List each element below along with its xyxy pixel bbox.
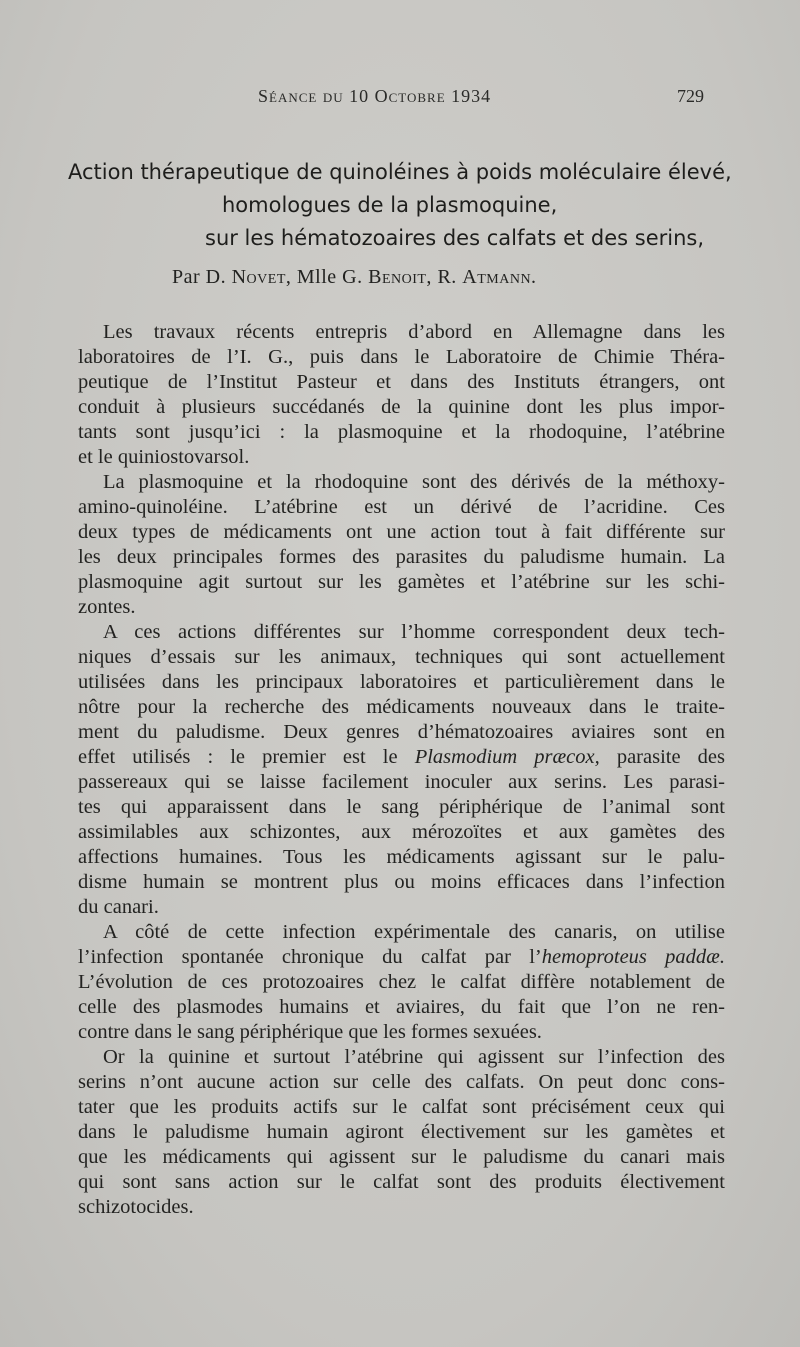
text-line: Or la quinine et surtout l’atébrine qui agissent sur l’infection des [103, 1046, 725, 1068]
text-line: zontes. [78, 596, 136, 618]
text-line: amino-quinoléine. L’atébrine est un dérivé de l’acridine. Ces [78, 496, 725, 518]
text-line: passereaux qui se laisse facilement inoculer aux serins. Les parasi- [78, 771, 725, 793]
text-line: celle des plasmodes humains et aviaires, du fait que l’on ne ren- [78, 996, 725, 1018]
text-line: les deux principales formes des parasites du paludisme humain. La [78, 546, 725, 568]
text-line: disme humain se montrent plus ou moins efficaces dans l’infection [78, 871, 725, 893]
text-line: tater que les produits actifs sur le calfat sont précisément ceux qui [78, 1096, 725, 1118]
authors-prefix: Par D. [172, 266, 227, 288]
text-line: plasmoquine agit surtout sur les gamètes et l’atébrine sur les schi- [78, 571, 725, 593]
title-line-1: Action thérapeutique de quinoléines à poids moléculaire élevé, [68, 160, 732, 184]
text-line: tants sont jusqu’ici : la plasmoquine et la rhodoquine, l’atébrine [78, 421, 725, 443]
species-name-italic: hemoproteus paddæ. [541, 946, 725, 968]
text-line: ment du paludisme. Deux genres d’hématozoaires aviaires sont en [78, 721, 725, 743]
text-line: assimilables aux schizontes, aux mérozoïtes et aux gamètes des [78, 821, 725, 843]
paragraph-5 [78, 1045, 725, 1220]
paragraph-1 [78, 320, 725, 470]
text-line: niques d’essais sur les animaux, techniques qui sont actuellement [78, 646, 725, 668]
text-line-mixed [78, 745, 725, 770]
text-line: nôtre pour la recherche des médicaments nouveaux dans le traite- [78, 696, 725, 718]
author-benoit: Benoit, [368, 266, 432, 288]
text-run: parasite des [599, 746, 725, 768]
text-line: peutique de l’Institut Pasteur et dans des Instituts étrangers, ont [78, 371, 725, 393]
text-run: l’infection spontanée chronique du calfat par l’ [78, 946, 542, 968]
text-line: tes qui apparaissent dans le sang périphérique de l’animal sont [78, 796, 725, 818]
article-title [60, 156, 730, 255]
running-head: Séance du 10 Octobre 1934 [258, 86, 492, 106]
text-line: deux types de médicaments ont une action tout à fait différente sur [78, 521, 725, 543]
text-line: laboratoires de l’I. G., puis dans le Laboratoire de Chimie Théra- [78, 346, 725, 368]
author-novet: Novet, [231, 266, 292, 288]
text-line: L’évolution de ces protozoaires chez le calfat diffère notablement de [78, 971, 725, 993]
text-line: utilisées dans les principaux laboratoires et particulièrement dans le [78, 671, 725, 693]
author3-prefix: R. [437, 266, 457, 288]
text-line: conduit à plusieurs succédanés de la quinine dont les plus impor- [78, 396, 725, 418]
text-line: serins n’ont aucune action sur celle des calfats. On peut donc cons- [78, 1071, 725, 1093]
paragraph-4 [78, 920, 725, 1045]
title-line-2: homologues de la plasmoquine, [222, 193, 558, 217]
text-line: A ces actions différentes sur l’homme correspondent deux tech- [103, 621, 725, 643]
text-line: A côté de cette infection expérimentale des canaris, on utilise [103, 921, 725, 943]
text-line: du canari. [78, 896, 159, 918]
text-run: effet utilisés : le premier est le [78, 746, 415, 768]
page-number: 729 [677, 86, 704, 106]
text-line: qui sont sans action sur le calfat sont des produits électivement [78, 1171, 725, 1193]
author-atmann: Atmann. [462, 266, 537, 288]
author2-prefix: Mlle G. [296, 266, 363, 288]
text-line: Les travaux récents entrepris d’abord en Allemagne dans les [103, 321, 725, 343]
text-line: et le quiniostovarsol. [78, 446, 250, 468]
text-line-mixed [78, 945, 725, 970]
text-line: La plasmoquine et la rhodoquine sont des dérivés de la méthoxy- [103, 471, 725, 493]
title-line-3: sur les hématozoaires des calfats et des serins, [205, 226, 705, 250]
text-line: contre dans le sang périphérique que les formes sexuées. [78, 1021, 542, 1043]
text-line: affections humaines. Tous les médicaments agissant sur le palu- [78, 846, 725, 868]
text-line: dans le paludisme humain agiront électivement sur les gamètes et [78, 1121, 725, 1143]
paragraph-3 [78, 620, 725, 920]
authors-line [172, 266, 537, 289]
species-name-italic: Plasmodium præcox, [414, 746, 600, 768]
text-line: schizotocides. [78, 1196, 194, 1218]
text-line: que les médicaments qui agissent sur le paludisme du canari mais [78, 1146, 725, 1168]
article-body [78, 320, 725, 1220]
paragraph-2 [78, 470, 725, 620]
